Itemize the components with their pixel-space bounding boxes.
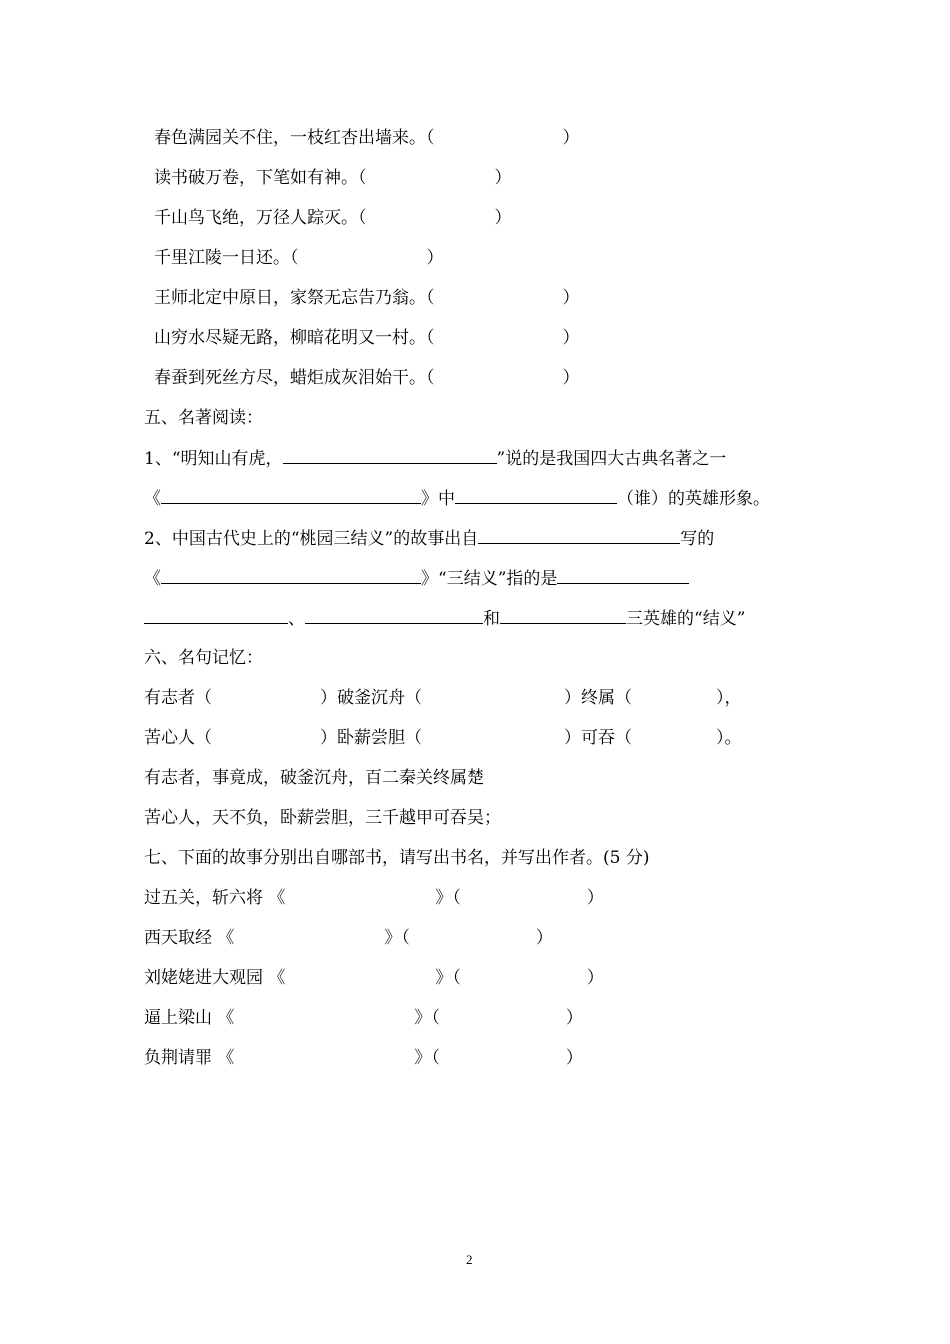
answer-blank[interactable]: [500, 607, 626, 624]
poem-text: 春蚕到死丝方尽，蜡炬成灰泪始干。（: [154, 368, 435, 388]
story-text: 西天取经 《: [144, 928, 235, 948]
answer-blank[interactable]: [144, 607, 288, 624]
story-text: 逼上梁山 《: [144, 1008, 235, 1028]
story-text: ）: [565, 1008, 583, 1028]
story-text: 》（: [414, 1048, 440, 1068]
story-text: ）: [586, 968, 604, 988]
section5-q2-line3: [144, 607, 745, 630]
poem-line-1: [154, 127, 580, 149]
fill-text: ）破釜沉舟（: [320, 688, 422, 708]
section6-row2: [144, 727, 742, 749]
poem-line-5: [154, 287, 580, 309]
q1-text: 》中: [421, 489, 455, 509]
section6-row1: [144, 687, 742, 709]
poem-line-3: [154, 207, 512, 229]
poem-line-4: [154, 247, 444, 269]
poem-close: ）: [494, 168, 512, 188]
section5-q1-line2: [144, 487, 770, 510]
story-text: 负荆请罪 《: [144, 1048, 235, 1068]
answer-blank[interactable]: [557, 567, 689, 584]
answer-blank[interactable]: [283, 447, 497, 464]
page-number: 2: [466, 1252, 473, 1267]
poem-text: 春色满园关不住，一枝红杏出墙来。（: [154, 128, 435, 148]
fill-text: ），: [716, 688, 742, 708]
section7-item-2: [144, 927, 553, 949]
q2-text: 和: [483, 609, 500, 629]
poem-close: ）: [562, 368, 580, 388]
answer-blank[interactable]: [161, 567, 421, 584]
q1-text: ”说的是我国四大古典名著之一: [496, 449, 727, 469]
answer-blank[interactable]: [478, 527, 680, 544]
story-text: 》（: [384, 928, 410, 948]
story-text: 》（: [414, 1008, 440, 1028]
q2-text: 《: [144, 569, 161, 589]
story-text: 》（: [435, 888, 461, 908]
q2-text: 2、中国古代史上的“桃园三结义”的故事出自: [144, 529, 479, 549]
poem-close: ）: [562, 288, 580, 308]
fill-text: ）终属（: [564, 688, 632, 708]
q2-text: 写的: [680, 529, 715, 549]
fill-text: 有志者（: [144, 688, 212, 708]
story-text: 》（: [435, 968, 461, 988]
section5-heading: 五、名著阅读：: [144, 408, 263, 428]
poem-close: ）: [562, 128, 580, 148]
fill-text: 苦心人（: [144, 728, 212, 748]
story-text: ）: [586, 888, 604, 908]
poem-line-6: [154, 327, 580, 349]
q2-text: 》“三结义”指的是: [421, 569, 558, 589]
q2-text: 三英雄的“结义”: [626, 609, 746, 629]
answer-blank[interactable]: [161, 487, 421, 504]
section6-heading: 六、名句记忆：: [144, 648, 263, 668]
section7-item-4: [144, 1007, 583, 1029]
fill-text: ）。: [716, 728, 742, 748]
poem-text: 山穷水尽疑无路，柳暗花明又一村。（: [154, 328, 435, 348]
poem-text: 王师北定中原日，家祭无忘告乃翁。（: [154, 288, 435, 308]
poem-text: 读书破万卷，下笔如有神。（: [154, 168, 367, 188]
section6-answer-2: 苦心人，天不负，卧薪尝胆，三千越甲可吞吴；: [144, 808, 501, 828]
story-text: ）: [565, 1048, 583, 1068]
fill-text: ）可吞（: [564, 728, 632, 748]
poem-text: 千山鸟飞绝，万径人踪灭。（: [154, 208, 367, 228]
q1-text: （谁）的英雄形象。: [617, 489, 770, 509]
answer-blank[interactable]: [305, 607, 483, 624]
section7-heading: 七、下面的故事分别出自哪部书，请写出书名，并写出作者。(5 分): [144, 848, 650, 868]
poem-close: ）: [562, 328, 580, 348]
poem-close: ）: [426, 248, 444, 268]
q1-text: 1、“明知山有虎，: [144, 449, 283, 469]
story-text: ）: [535, 928, 553, 948]
section5-q2-line1: [144, 527, 714, 550]
poem-text: 千里江陵一日还。（: [154, 248, 299, 268]
section7-item-3: [144, 967, 604, 989]
section7-item-1: [144, 887, 604, 909]
poem-line-7: [154, 367, 580, 389]
q2-text: 、: [288, 609, 305, 629]
section7-item-5: [144, 1047, 583, 1069]
fill-text: ）卧薪尝胆（: [320, 728, 422, 748]
poem-close: ）: [494, 208, 512, 228]
section6-answer-1: 有志者，事竟成，破釜沉舟，百二秦关终属楚: [144, 768, 484, 788]
story-text: 刘姥姥进大观园 《: [144, 968, 286, 988]
section5-q2-line2: [144, 567, 689, 590]
story-text: 过五关，斩六将 《: [144, 888, 286, 908]
answer-blank[interactable]: [455, 487, 617, 504]
q1-text: 《: [144, 489, 161, 509]
poem-line-2: [154, 167, 512, 189]
section5-q1-line1: [144, 447, 726, 470]
